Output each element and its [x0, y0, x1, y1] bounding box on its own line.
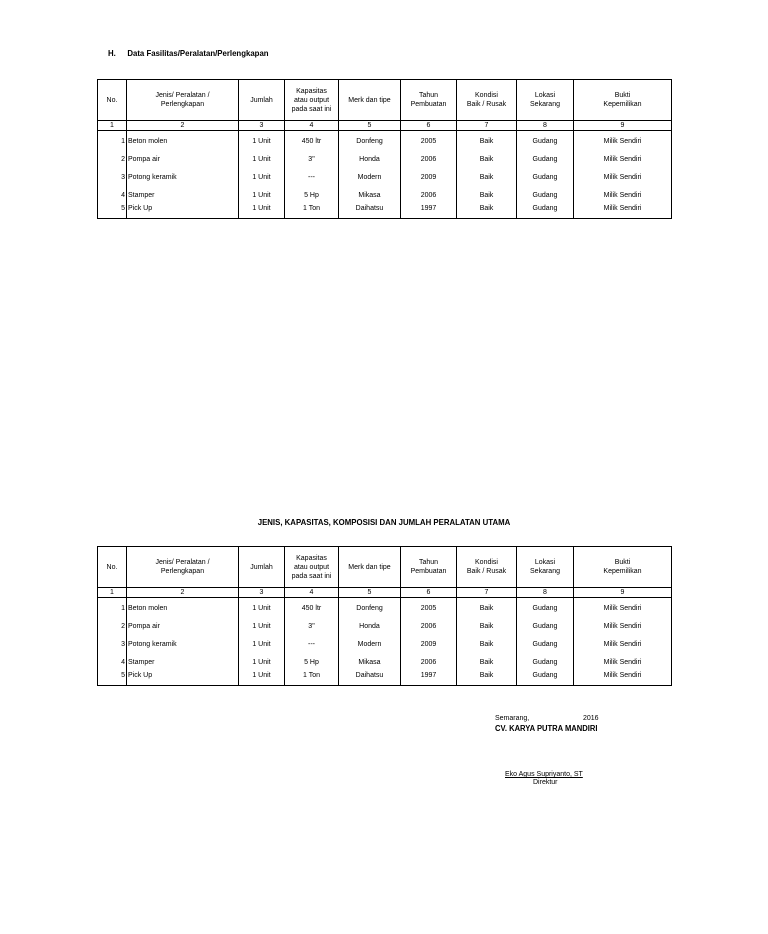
- column-header: [457, 80, 517, 121]
- table-cell: 1 Unit: [239, 204, 285, 219]
- table-cell: Milik Sendiri: [574, 617, 672, 635]
- column-header: [401, 547, 457, 588]
- column-header: [517, 547, 574, 588]
- column-header-line: Sekarang: [530, 101, 560, 108]
- column-number: 2: [127, 588, 239, 598]
- table-cell: Gudang: [517, 168, 574, 186]
- table-body: [98, 547, 672, 686]
- column-number: 7: [457, 588, 517, 598]
- table-cell: 1: [98, 131, 127, 151]
- column-header-line: Jumlah: [250, 96, 273, 104]
- column-header-line: Lokasi: [534, 559, 556, 566]
- table-cell: 1 Unit: [239, 168, 285, 186]
- table-cell: Baik: [457, 653, 517, 671]
- table-cell: 2005: [401, 131, 457, 151]
- table-cell: Gudang: [517, 671, 574, 686]
- table-cell: Pompa air: [127, 150, 239, 168]
- column-number: 3: [239, 588, 285, 598]
- table-cell: Pick Up: [127, 204, 239, 219]
- table-cell: Milik Sendiri: [574, 150, 672, 168]
- table-cell: 2006: [401, 617, 457, 635]
- header-row: [98, 547, 672, 588]
- table-row: [98, 168, 672, 186]
- table-cell: Baik: [457, 635, 517, 653]
- table-cell: 5 Hp: [285, 186, 339, 204]
- table-cell: ---: [285, 168, 339, 186]
- table-cell: 1 Unit: [239, 671, 285, 686]
- table-cell: Gudang: [517, 204, 574, 219]
- column-header-line: Kondisi: [475, 559, 498, 566]
- column-header: [98, 80, 127, 121]
- column-number: 6: [401, 588, 457, 598]
- table-cell: Gudang: [517, 653, 574, 671]
- table-row: [98, 653, 672, 671]
- column-number: 7: [457, 121, 517, 131]
- table-cell: Milik Sendiri: [574, 204, 672, 219]
- table-cell: Potong keramik: [127, 168, 239, 186]
- table-cell: Gudang: [517, 617, 574, 635]
- column-header-line: Merk dan tipe: [348, 563, 391, 571]
- header-row: [98, 80, 672, 121]
- column-number: 8: [517, 588, 574, 598]
- column-header-line: Sekarang: [530, 568, 560, 575]
- table-cell: Modern: [339, 635, 401, 653]
- column-header: [239, 547, 285, 588]
- equipment-table-2: [97, 546, 672, 686]
- column-header-line: Perlengkapan: [160, 568, 205, 575]
- column-header: [285, 80, 339, 121]
- table-row: [98, 617, 672, 635]
- table-row: [98, 150, 672, 168]
- table-cell: Beton molen: [127, 598, 239, 618]
- signature-year: 2016: [583, 715, 599, 722]
- table-cell: 1 Unit: [239, 598, 285, 618]
- column-header-line: pada saat ini: [291, 105, 332, 113]
- column-header-line: Baik / Rusak: [466, 101, 507, 108]
- table-cell: 2006: [401, 186, 457, 204]
- column-header-line: Jenis/ Peralatan /: [155, 92, 210, 99]
- column-number-row: [98, 588, 672, 598]
- column-header-line: Lokasi: [534, 92, 556, 99]
- column-number: 3: [239, 121, 285, 131]
- table-cell: Baik: [457, 204, 517, 219]
- table-cell: Daihatsu: [339, 204, 401, 219]
- table-cell: 1 Unit: [239, 131, 285, 151]
- table-cell: Milik Sendiri: [574, 598, 672, 618]
- column-header-line: No.: [106, 563, 118, 571]
- table-cell: 1 Unit: [239, 150, 285, 168]
- table-cell: 4: [98, 653, 127, 671]
- column-number: 5: [339, 121, 401, 131]
- column-header-line: atau output: [293, 563, 330, 571]
- table-cell: 450 ltr: [285, 131, 339, 151]
- column-header-line: Baik / Rusak: [466, 568, 507, 575]
- table-cell: Gudang: [517, 150, 574, 168]
- table-row: [98, 598, 672, 618]
- column-number: 6: [401, 121, 457, 131]
- table-cell: 4: [98, 186, 127, 204]
- column-number: 4: [285, 588, 339, 598]
- table-cell: Donfeng: [339, 131, 401, 151]
- table-row: [98, 671, 672, 686]
- column-header-line: Bukti: [614, 92, 631, 99]
- table-cell: 5: [98, 204, 127, 219]
- table-cell: 3: [98, 635, 127, 653]
- table-cell: Donfeng: [339, 598, 401, 618]
- column-header-line: atau output: [293, 96, 330, 104]
- table-row: [98, 186, 672, 204]
- table-cell: Milik Sendiri: [574, 168, 672, 186]
- table-cell: 1 Unit: [239, 635, 285, 653]
- column-header-line: pada saat ini: [291, 572, 332, 580]
- table-cell: 3": [285, 150, 339, 168]
- column-header-line: Pembuatan: [410, 101, 447, 108]
- section-title: [108, 48, 269, 58]
- column-number: 9: [574, 588, 672, 598]
- table-cell: 1997: [401, 204, 457, 219]
- table-cell: 2006: [401, 150, 457, 168]
- column-number: 1: [98, 588, 127, 598]
- column-header-line: Tahun: [418, 559, 439, 566]
- column-number: 1: [98, 121, 127, 131]
- table-cell: 2009: [401, 168, 457, 186]
- column-number: 4: [285, 121, 339, 131]
- equipment-table-1: [97, 79, 672, 219]
- column-header-line: No.: [106, 96, 118, 104]
- column-number: 9: [574, 121, 672, 131]
- signatory-role: Direktur: [533, 779, 558, 786]
- table-cell: Modern: [339, 168, 401, 186]
- table-cell: Mikasa: [339, 186, 401, 204]
- table-cell: 5: [98, 671, 127, 686]
- column-header-line: Kapasitas: [296, 87, 327, 95]
- table-cell: Gudang: [517, 131, 574, 151]
- table-cell: 1 Ton: [285, 671, 339, 686]
- table-cell: 1 Unit: [239, 653, 285, 671]
- column-header: [401, 80, 457, 121]
- column-header-line: Kapasitas: [296, 554, 327, 562]
- column-header-line: Bukti: [614, 559, 631, 566]
- column-header-line: Merk dan tipe: [348, 96, 391, 104]
- table-cell: Baik: [457, 186, 517, 204]
- table-body: [98, 80, 672, 219]
- table-cell: Milik Sendiri: [574, 186, 672, 204]
- table-cell: Beton molen: [127, 131, 239, 151]
- table-cell: Baik: [457, 598, 517, 618]
- column-header: [517, 80, 574, 121]
- table-cell: Stamper: [127, 653, 239, 671]
- column-header: [127, 547, 239, 588]
- table-cell: 450 ltr: [285, 598, 339, 618]
- column-header: [98, 547, 127, 588]
- column-header-line: Kondisi: [475, 92, 498, 99]
- column-header: [127, 80, 239, 121]
- column-number-row: [98, 121, 672, 131]
- section-title-text: Data Fasilitas/Peralatan/Perlengkapan: [127, 48, 269, 58]
- table-cell: Gudang: [517, 186, 574, 204]
- table-cell: Gudang: [517, 635, 574, 653]
- column-header-line: Pembuatan: [410, 568, 447, 575]
- column-header: [574, 547, 672, 588]
- main-equipment-title: JENIS, KAPASITAS, KOMPOSISI DAN JUMLAH PERALATAN UTAMA: [257, 517, 511, 527]
- table-cell: 3: [98, 168, 127, 186]
- column-header: [574, 80, 672, 121]
- column-header: [285, 547, 339, 588]
- table-cell: 1 Unit: [239, 617, 285, 635]
- column-header: [339, 80, 401, 121]
- signature-company: CV. KARYA PUTRA MANDIRI: [495, 724, 598, 733]
- table-cell: Baik: [457, 168, 517, 186]
- table-cell: 2005: [401, 598, 457, 618]
- table-row: [98, 204, 672, 219]
- table-row: [98, 635, 672, 653]
- table-cell: 2: [98, 150, 127, 168]
- table-cell: 1 Unit: [239, 186, 285, 204]
- column-header-line: Tahun: [418, 92, 439, 99]
- table-cell: 1: [98, 598, 127, 618]
- table-cell: Milik Sendiri: [574, 635, 672, 653]
- table-cell: Mikasa: [339, 653, 401, 671]
- table-cell: Potong keramik: [127, 635, 239, 653]
- signature-place: Semarang,: [495, 715, 530, 722]
- column-header: [339, 547, 401, 588]
- table-row: [98, 131, 672, 151]
- table-cell: Honda: [339, 150, 401, 168]
- table-cell: Baik: [457, 131, 517, 151]
- column-header: [457, 547, 517, 588]
- table-cell: Pompa air: [127, 617, 239, 635]
- column-number: 8: [517, 121, 574, 131]
- table-cell: Gudang: [517, 598, 574, 618]
- column-header: [239, 80, 285, 121]
- column-header-line: Jumlah: [250, 563, 273, 571]
- table-cell: Baik: [457, 671, 517, 686]
- table-cell: Milik Sendiri: [574, 671, 672, 686]
- table-cell: 1997: [401, 671, 457, 686]
- column-header-line: Perlengkapan: [160, 101, 205, 108]
- table-cell: Pick Up: [127, 671, 239, 686]
- column-number: 2: [127, 121, 239, 131]
- column-header-line: Kepemilikan: [603, 101, 642, 108]
- column-header-line: Kepemilikan: [603, 568, 642, 575]
- signatory-name: Eko Agus Supriyanto, ST: [505, 771, 583, 778]
- column-number: 5: [339, 588, 401, 598]
- table-cell: Stamper: [127, 186, 239, 204]
- table-cell: 1 Ton: [285, 204, 339, 219]
- table-cell: 2006: [401, 653, 457, 671]
- table-cell: 2: [98, 617, 127, 635]
- column-header-line: Jenis/ Peralatan /: [155, 559, 210, 566]
- table-cell: Daihatsu: [339, 671, 401, 686]
- table-cell: Milik Sendiri: [574, 131, 672, 151]
- table-cell: 2009: [401, 635, 457, 653]
- table-cell: Milik Sendiri: [574, 653, 672, 671]
- table-cell: Honda: [339, 617, 401, 635]
- table-cell: 5 Hp: [285, 653, 339, 671]
- section-letter: H.: [108, 48, 116, 58]
- table-cell: 3": [285, 617, 339, 635]
- table-cell: Baik: [457, 150, 517, 168]
- table-cell: ---: [285, 635, 339, 653]
- table-cell: Baik: [457, 617, 517, 635]
